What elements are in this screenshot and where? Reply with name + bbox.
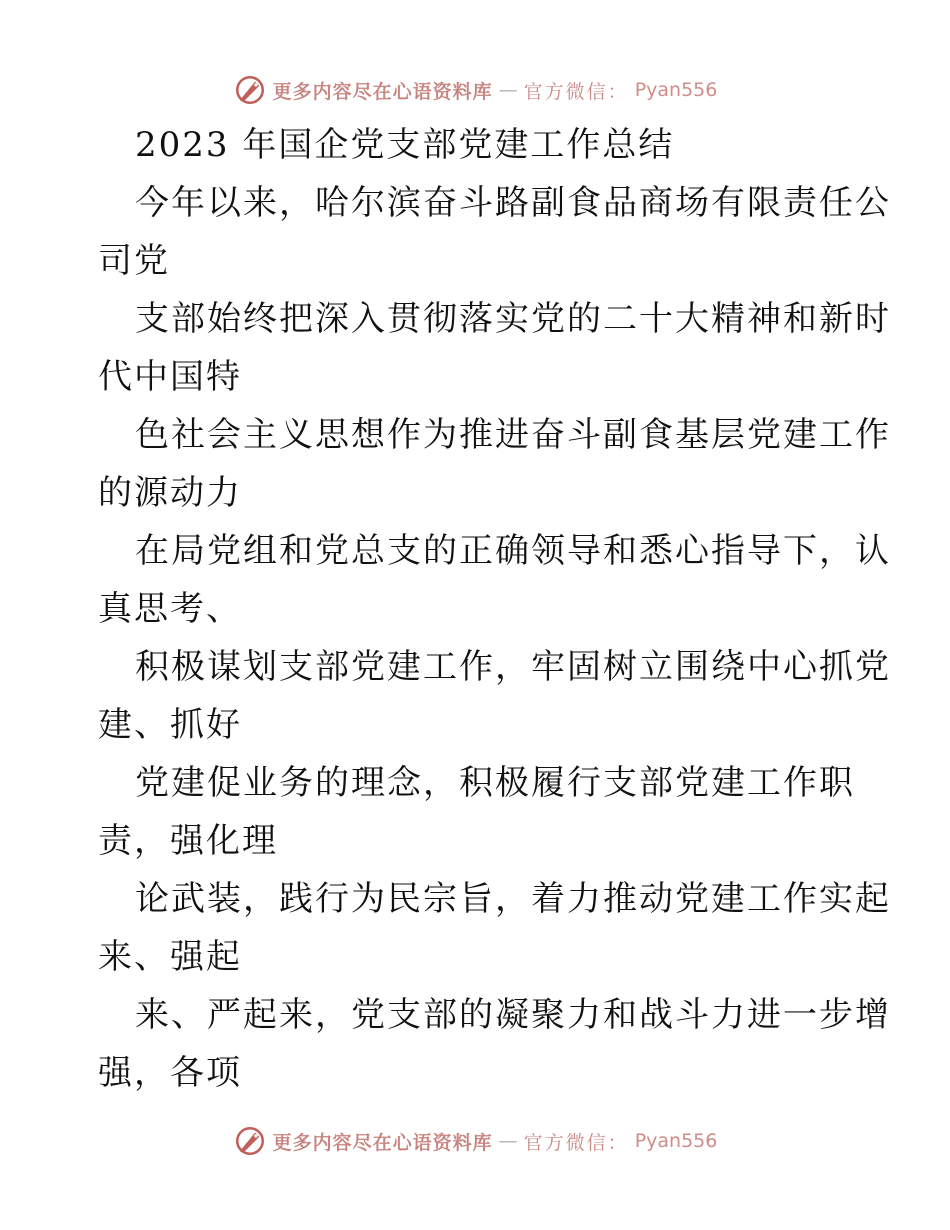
banner-separator: — <box>498 1130 518 1152</box>
header-banner <box>0 70 950 110</box>
banner-wechat-label: 官方微信： <box>523 80 629 103</box>
pen-nib-logo-icon <box>233 73 267 107</box>
banner-account: Pyan556 <box>634 1130 718 1152</box>
text-line: 真思考、 <box>98 589 242 629</box>
text-line: 积极谋划支部党建工作，牢固树立围绕中心抓党 <box>135 647 891 687</box>
banner-wechat-label: 官方微信： <box>523 1131 629 1154</box>
text-line: 论武装，践行为民宗旨，着力推动党建工作实起 <box>135 879 891 919</box>
text-line: 建、抓好 <box>98 705 242 745</box>
banner-brand-text: 更多内容尽在心语资料库 <box>272 1131 493 1154</box>
text-line: 色社会主义思想作为推进奋斗副食基层党建工作 <box>135 415 891 455</box>
document-body <box>98 116 891 1102</box>
banner-account: Pyan556 <box>634 79 718 101</box>
banner-separator: — <box>498 79 518 101</box>
footer-banner <box>0 1121 950 1161</box>
text-line: 今年以来，哈尔滨奋斗路副食品商场有限责任公 <box>135 183 891 223</box>
text-line: 代中国特 <box>98 357 242 397</box>
text-line: 支部始终把深入贯彻落实党的二十大精神和新时 <box>135 299 891 339</box>
text-line: 来、严起来，党支部的凝聚力和战斗力进一步增 <box>135 995 891 1035</box>
text-line: 司党 <box>98 241 170 281</box>
banner-brand-text: 更多内容尽在心语资料库 <box>272 80 493 103</box>
text-line: 责，强化理 <box>98 821 278 861</box>
text-line: 的源动力 <box>98 473 242 513</box>
document-title: 2023 年国企党支部党建工作总结 <box>135 125 675 165</box>
text-line: 来、强起 <box>98 937 242 977</box>
text-line: 强，各项 <box>98 1053 242 1093</box>
text-line: 在局党组和党总支的正确领导和悉心指导下，认 <box>135 531 891 571</box>
text-line: 党建促业务的理念，积极履行支部党建工作职 <box>135 763 855 803</box>
pen-nib-logo-icon <box>233 1124 267 1158</box>
